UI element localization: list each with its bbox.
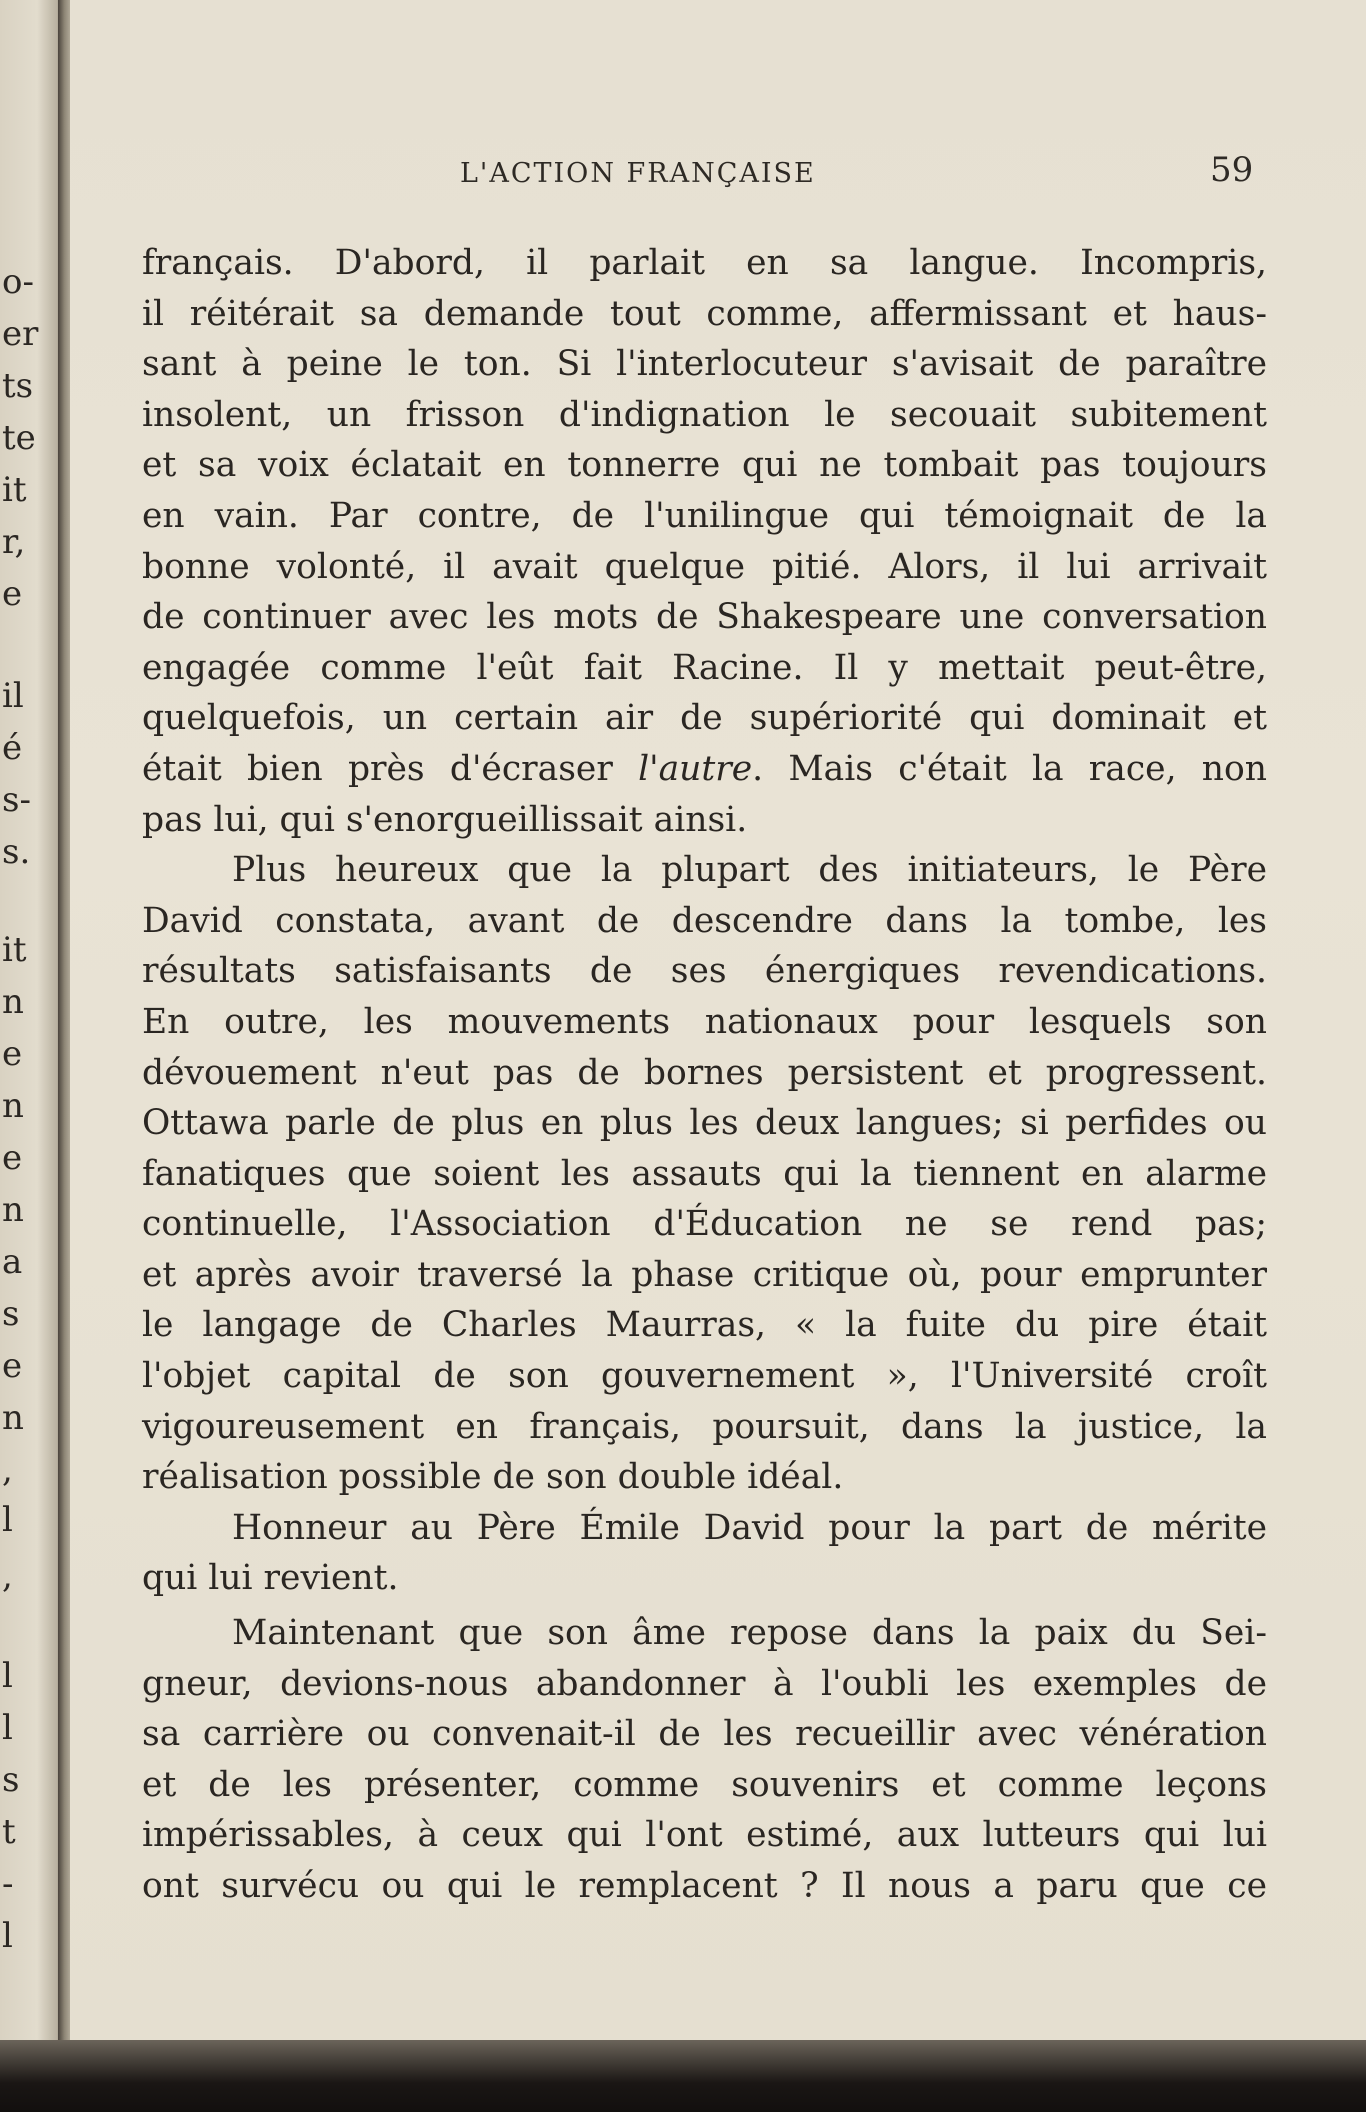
fragment: s (2, 1760, 20, 1800)
text-line: et après avoir traversé la phase critique où, pour emprunter (142, 1254, 1267, 1295)
fragment: n (2, 1398, 24, 1438)
fragment: o- (2, 262, 34, 302)
fragment: é (2, 728, 23, 768)
fragment: n (2, 1190, 24, 1230)
text-line: le langage de Charles Maurras, « la fuite du pire était (142, 1305, 1267, 1346)
text-line: et de les présenter, comme souvenirs et comme leçons (142, 1764, 1267, 1805)
page-bottom-edge-shadow (0, 2040, 1366, 2112)
text-line: il réitérait sa demande tout comme, affermissant et haus- (142, 293, 1267, 334)
fragment: l (2, 1708, 13, 1748)
paragraph-first-line: Maintenant que son âme repose dans la paix du Sei- (232, 1613, 1267, 1654)
text-segment: . Mais c'était la race, non (752, 748, 1267, 789)
text-line: David constata, avant de descendre dans la tombe, les (142, 900, 1267, 941)
emphasis-text: l'autre (638, 748, 753, 789)
text-line: quelquefois, un certain air de supériorité qui dominait et (142, 698, 1267, 739)
fragment: ts (2, 366, 34, 406)
text-line: ont survécu ou qui le remplacent ? Il nous a paru que ce (142, 1866, 1267, 1906)
fragment: e (2, 1138, 23, 1178)
text-line: sant à peine le ton. Si l'interlocuteur s'avisait de paraître (142, 344, 1267, 385)
running-title: L'ACTION FRANÇAISE (460, 158, 816, 189)
fragment: n (2, 1086, 24, 1126)
text-line: En outre, les mouvements nationaux pour lesquels son (142, 1001, 1267, 1042)
fragment: e (2, 1034, 23, 1074)
text-line: l'objet capital de son gouvernement », l'Université croît (142, 1356, 1267, 1397)
facing-page-edge (0, 0, 62, 2112)
text-line: en vain. Par contre, de l'unilingue qui témoignait de la (142, 495, 1267, 536)
text-line: sa carrière ou convenait-il de les recueillir avec vénération (142, 1714, 1267, 1755)
body-text (142, 238, 1267, 1958)
fragment: l (2, 1656, 13, 1696)
fragment: s. (2, 832, 31, 872)
fragment: n (2, 982, 24, 1022)
text-line (142, 744, 1267, 795)
text-line: réalisation possible de son double idéal. (142, 1457, 844, 1498)
fragment: s- (2, 780, 31, 820)
text-line: français. D'abord, il parlait en sa langue. Incompris, (142, 243, 1267, 283)
fragment: t (2, 1812, 16, 1852)
text-line: et sa voix éclatait en tonnerre qui ne tombait pas toujours (142, 445, 1267, 486)
text-line: insolent, un frisson d'indignation le secouait subitement (142, 394, 1267, 435)
text-line: Ottawa parle de plus en plus les deux langues; si perfides ou (142, 1103, 1267, 1144)
text-line: pas lui, qui s'enorgueillissait ainsi. (142, 799, 748, 840)
text-line: qui lui revient. (142, 1558, 399, 1599)
text-line: fanatiques que soient les assauts qui la tiennent en alarme (142, 1153, 1267, 1194)
facing-page-text-fragments (0, 0, 62, 2112)
fragment: l (2, 1916, 13, 1956)
text-line: de continuer avec les mots de Shakespeare une conversation (142, 597, 1267, 638)
text-line: gneur, devions-nous abandonner à l'oubli les exemples de (142, 1663, 1267, 1704)
book-page (70, 0, 1366, 2050)
paragraph-first-line: Honneur au Père Émile David pour la part de mérite (232, 1507, 1267, 1548)
fragment: e (2, 1346, 23, 1386)
fragment: te (2, 418, 36, 458)
fragment: il (2, 676, 24, 716)
fragment: l (2, 1500, 13, 1540)
page-number: 59 (1210, 150, 1254, 190)
text-line: résultats satisfaisants de ses énergiques revendications. (142, 951, 1267, 992)
fragment: , (2, 1450, 13, 1490)
text-line: impérissables, à ceux qui l'ont estimé, aux lutteurs qui lui (142, 1815, 1267, 1856)
text-segment: était bien près d'écraser (142, 748, 639, 789)
text-line: vigoureusement en français, poursuit, dans la justice, la (142, 1406, 1267, 1447)
fragment: e (2, 574, 23, 614)
fragment: it (2, 930, 27, 970)
text-line: dévouement n'eut pas de bornes persistent et progressent. (142, 1052, 1267, 1093)
fragment: r, (2, 522, 26, 562)
paragraph-first-line: Plus heureux que la plupart des initiateurs, le Père (232, 850, 1267, 891)
text-line: engagée comme l'eût fait Racine. Il y mettait peut-être, (142, 647, 1267, 688)
fragment: er (2, 314, 39, 354)
fragment: - (2, 1864, 14, 1904)
text-line: continuelle, l'Association d'Éducation ne se rend pas; (142, 1204, 1267, 1245)
fragment: s (2, 1294, 20, 1334)
text-line: bonne volonté, il avait quelque pitié. Alors, il lui arrivait (142, 546, 1267, 587)
fragment: , (2, 1556, 13, 1596)
fragment: it (2, 470, 27, 510)
fragment: a (2, 1242, 23, 1282)
running-head (70, 150, 1366, 200)
